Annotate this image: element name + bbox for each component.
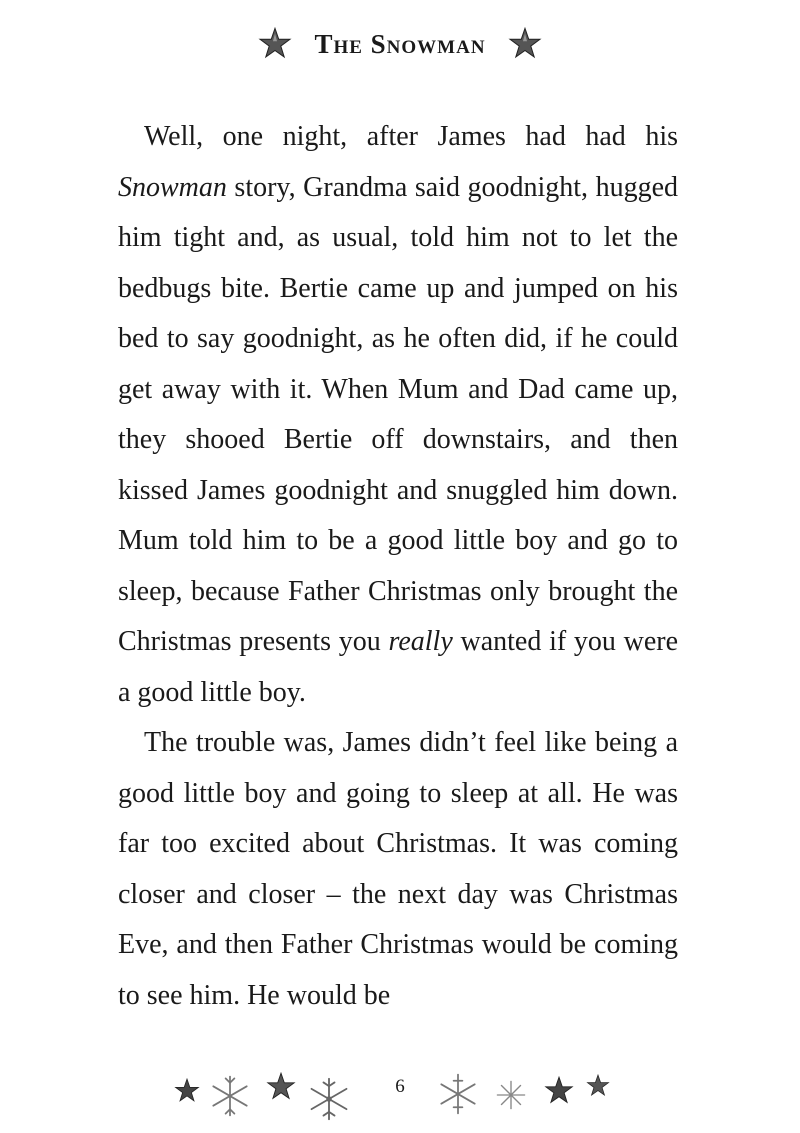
star-icon (174, 1078, 200, 1104)
star-icon (544, 1076, 574, 1106)
emphasis-snowman: Snowman (118, 171, 227, 203)
snowflake-icon (436, 1072, 480, 1116)
emphasis-really: really (388, 626, 453, 657)
star-icon (266, 1072, 296, 1102)
snowflake-icon (494, 1078, 528, 1112)
paragraph-1 (118, 112, 678, 718)
star-icon (508, 27, 542, 61)
running-header (0, 22, 800, 66)
paragraph-2: The trouble was, James didn’t feel like being a good little boy and going to sleep at all. He was far too excited about Christmas. It was coming closer and closer – the next day was Christmas Eve, and then Father Christmas would be coming to see him. He would be (118, 727, 678, 1011)
snowflake-icon (306, 1076, 352, 1122)
star-icon (586, 1074, 610, 1098)
page-number: 6 (395, 1076, 405, 1097)
star-icon (258, 27, 292, 61)
book-title: The Snowman (314, 28, 486, 59)
story-text (118, 112, 678, 1021)
paragraph-1-part-a: Well, one night, after James had had his (144, 121, 678, 152)
snowflake-icon (208, 1074, 252, 1118)
paragraph-1-part-b: story, Grandma said goodnight, hugged him tight and, as usual, told him not to let the bedbugs bite. Bertie came up and jumped on his bed to say goodnight, as he often did, if he could get away with it. When Mum and Dad came up, they shooed Bertie off downstairs, and then kissed James goodnight and snuggled him down. Mum told him to be a good little boy and go to sleep, because Father Christmas only brought the Christmas presents you (118, 171, 678, 657)
paragraph-1-part-c: wanted if you were a good little boy. (118, 626, 679, 708)
